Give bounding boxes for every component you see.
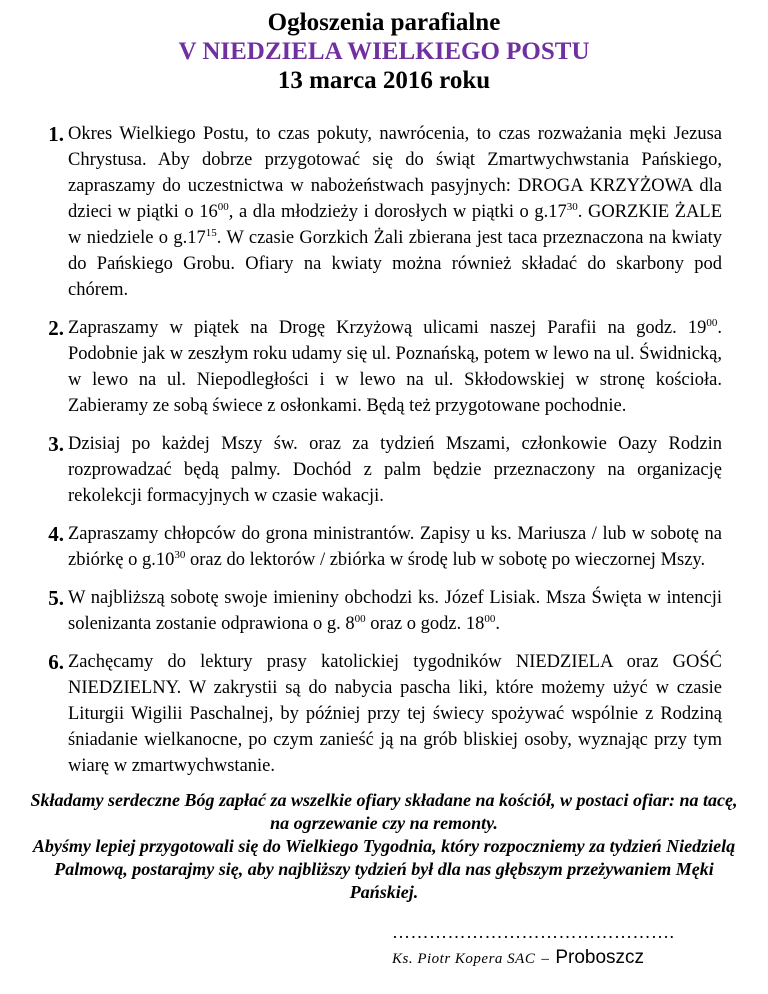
item-text	[68, 649, 722, 779]
text-segment: . W czasie Gorzkich Żali zbierana jest taca przeznaczona na kwiaty do Pańskiego Grobu. Ofiary na kwiaty można również składać do skarbony pod chórem.	[68, 228, 722, 300]
item-text	[68, 585, 722, 637]
time-superscript: 00	[354, 612, 366, 625]
time-superscript: 00	[484, 612, 496, 625]
text-segment: . GORZKIE ŻALE w niedziele o g.17	[68, 202, 723, 248]
time-superscript: 30	[566, 200, 578, 213]
text-segment: oraz do lektorów / zbiórka w środę lub w sobotę po wieczornej Mszy.	[185, 550, 706, 570]
text-segment: Zapraszamy w piątek na Drogę Krzyżową ulicami naszej Parafii na godz. 19	[68, 318, 707, 338]
time-superscript: 15	[205, 226, 217, 239]
page-title: Ogłoszenia parafialne	[267, 9, 501, 36]
time-superscript: 30	[174, 548, 186, 561]
announcement-item	[16, 649, 722, 779]
announcement-item	[16, 521, 722, 573]
closing-invitation: Abyśmy lepiej przygotowali się do Wielkiego Tygodnia, który rozpoczniemy za tydzień Niedzielą Palmową, postarajmy się, aby najbliższy tydzień był dla nas głębszym przeżywaniem Męki Pańskiej.	[32, 836, 736, 902]
header	[0, 0, 768, 95]
date-line: 13 marca 2016 roku	[277, 67, 491, 94]
announcement-list	[16, 121, 722, 779]
item-number: 5.	[48, 586, 64, 610]
text-segment: Okres Wielkiego Postu, to czas pokuty, nawrócenia, to czas rozważania męki Jezusa Chrystusa. Aby dobrze przygotować się do świąt Zmartwychwstania Pańskiego, zapraszamy do uczestnictwa w nabożeństwach pasyjnych: DROGA KRZYŻOWA dla dzieci w piątki o 16	[68, 124, 722, 222]
text-segment: Dzisiaj po każdej Mszy św. oraz za tydzień Mszami, członkowie Oazy Rodzin rozprowadzać będą palmy. Dochód z palm będzie przeznaczony na organizację rekolekcji formacyjnych w czasie wakacji.	[68, 434, 722, 506]
announcement-item	[16, 315, 722, 419]
time-superscript: 00	[706, 316, 718, 329]
text-segment: oraz o godz. 18	[365, 614, 485, 634]
text-segment: . Podobnie jak w zeszłym roku udamy się ul. Poznańską, potem w lewo na ul. Świdnicką, w lewo na ul. Niepodległości i w lewo na ul. Skłodowskiej w stronę kościoła. Zabieramy ze sobą świece z osłonkami. Będą też przygotowane pochodnie.	[68, 318, 722, 416]
item-number: 3.	[48, 432, 64, 456]
signature-name: Ks. Piotr Kopera SAC	[392, 951, 536, 967]
time-superscript: 00	[217, 200, 229, 213]
announcement-item	[16, 121, 722, 303]
text-segment: , a dla młodzieży i dorosłych w piątki o g.17	[228, 202, 567, 222]
text-segment: .	[495, 614, 500, 634]
signature-block	[392, 922, 722, 969]
signature-title: Proboszcz	[555, 947, 645, 968]
item-number: 6.	[48, 650, 64, 674]
closing-thanks: Składamy serdeczne Bóg zapłać za wszelkie ofiary składane na kościół, w postaci ofiar: na tacę, na ogrzewanie czy na remonty.	[30, 790, 738, 833]
announcement-item	[16, 431, 722, 509]
text-segment: W najbliższą sobotę swoje imieniny obchodzi ks. Józef Lisiak. Msza Święta w intencji solenizanta zostanie odprawiona o g. 8	[68, 588, 722, 634]
closing-text	[30, 789, 738, 904]
item-text	[68, 315, 722, 419]
text-segment: Zapraszamy chłopców do grona ministrantów. Zapisy u ks. Mariusza / lub w sobotę na zbiórkę o g.10	[68, 524, 722, 570]
signature-dots: ……………………………………….	[392, 922, 675, 942]
text-segment: Zachęcamy do lektury prasy katolickiej tygodników NIEDZIELA oraz GOŚĆ NIEDZIELNY. W zakrystii są do nabycia pascha liki, które możemy użyć w czasie Liturgii Wigilii Paschalnej, by później przy tej świecy spożywać wspólnie z Rodziną śniadanie wielkanocne, po czym zanieść ją na grób bliskiej osoby, wyznając przy tym wiarę w zmartwychwstanie.	[68, 652, 722, 776]
signature-dash: –	[541, 951, 550, 967]
item-text	[68, 521, 722, 573]
sunday-name: V NIEDZIELA WIELKIEGO POSTU	[178, 38, 590, 65]
announcement-item	[16, 585, 722, 637]
item-number: 4.	[48, 522, 64, 546]
item-text	[68, 121, 722, 303]
item-number: 1.	[48, 122, 64, 146]
item-number: 2.	[48, 316, 64, 340]
item-text	[68, 431, 722, 509]
